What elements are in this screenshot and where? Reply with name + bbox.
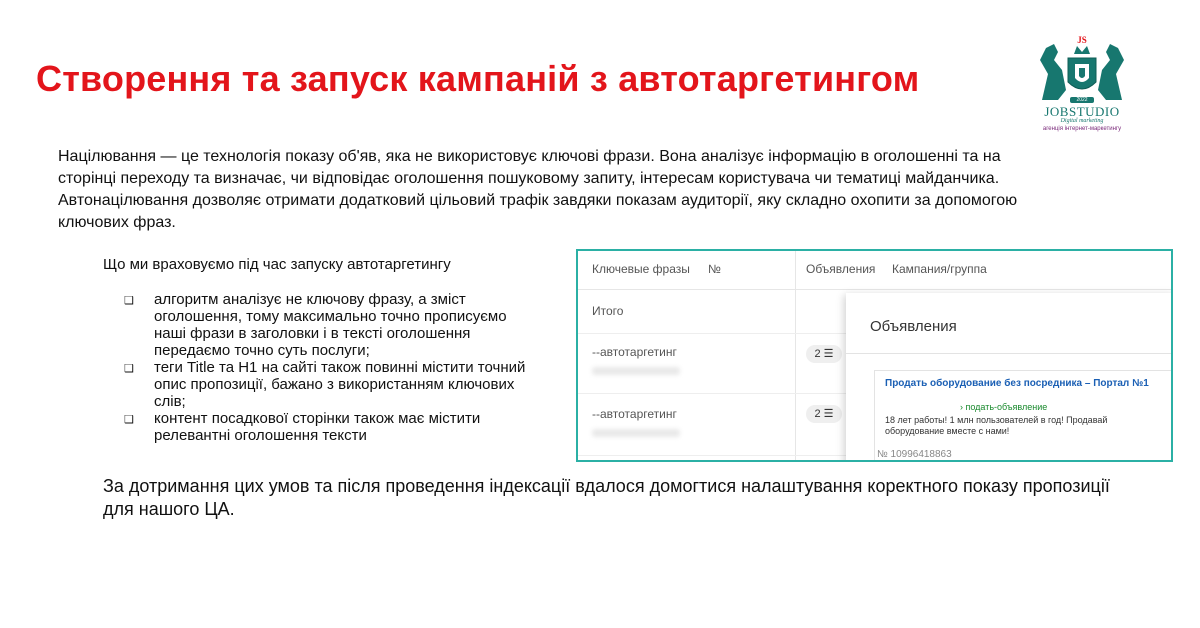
ad-number: № 10996418863 [877, 449, 952, 460]
checkbox-bullet-icon: ❑ [124, 295, 134, 307]
logo-name: JOBSTUDIO [1044, 104, 1120, 119]
blurred-text [592, 429, 680, 437]
ad-text: 18 лет работы! 1 млн пользователей в год! Продавай оборудование вместе с нами! [885, 415, 1108, 436]
intro-text [58, 146, 1048, 234]
popup-title: Объявления [870, 318, 957, 335]
list-item [120, 359, 540, 410]
checkbox-bullet-icon: ❑ [124, 414, 134, 426]
logo-tagline: агенція інтернет-маркетингу [1042, 126, 1122, 132]
column-header-number[interactable]: № [708, 262, 721, 276]
popup-divider [846, 353, 1173, 354]
list-item-text: контент посадкової сторінки також має містити релевантні оголошення тексти [154, 410, 481, 444]
logo-year: 2022 [1070, 97, 1094, 103]
ad-display-url[interactable]: › подать-объявление [960, 402, 1048, 412]
ads-popup [846, 293, 1173, 462]
list-item-text: теги Title та H1 на сайті також повинні містити точний опис пропозиції, бажано з використанням ключових слів; [154, 359, 526, 410]
conclusion-text: За дотримання цих умов та після проведення індексації вдалося домогтися налаштування коректного показу пропозиції для нашого ЦА. [103, 476, 1110, 519]
ads-count-badge[interactable]: 2 ☰ [806, 405, 842, 423]
logo-subtitle: Digital marketing [1060, 118, 1104, 124]
blurred-text [592, 367, 680, 375]
ads-count-badge[interactable]: 2 ☰ [806, 345, 842, 363]
keyword-phrase: --автотаргетинг [592, 407, 677, 421]
list-item-text: алгоритм аналізує не ключову фразу, а зміст оголошення, тому максимально точно прописуємо наші фрази в заголовки і в тексті оголошення передаємо точно суть послуги; [154, 291, 507, 359]
campaign-screenshot [576, 249, 1173, 462]
keyword-phrase: --автотаргетинг [592, 345, 677, 359]
bullets-heading: Що ми враховуємо під час запуску автотаргетингу [103, 256, 451, 273]
list-item [120, 291, 540, 359]
column-header-ads[interactable]: Объявления [806, 262, 876, 276]
ad-preview [874, 370, 1173, 462]
column-header-campaign[interactable]: Кампания/группа [892, 262, 987, 276]
intro-paragraph: Автонацілювання дозволяє отримати додатковий цільовий трафік завдяки показам аудиторії, яку складно охопити за допомогою ключових фраз. [58, 192, 1018, 231]
total-label: Итого [592, 304, 624, 318]
column-header-phrases[interactable]: Ключевые фразы [592, 262, 690, 276]
bullet-list [120, 291, 540, 444]
intro-paragraph: Націлювання — це технологія показу об'яв, яка не використовує ключові фрази. Вона аналізує інформацію в оголошенні та на сторінці переходу та визначає, чи відповідає оголошення пошуковому запиту, інтересам користувача чи тематиці майданчика. [58, 148, 1001, 187]
checkbox-bullet-icon: ❑ [124, 363, 134, 375]
ad-title-link[interactable]: Продать оборудование без посредника – Портал №1 [885, 378, 1149, 389]
table-header [578, 251, 1171, 290]
list-item [120, 410, 540, 444]
svg-text:JS: JS [1077, 35, 1087, 45]
page-title: Створення та запуск кампаній з автотаргетингом [36, 58, 920, 99]
